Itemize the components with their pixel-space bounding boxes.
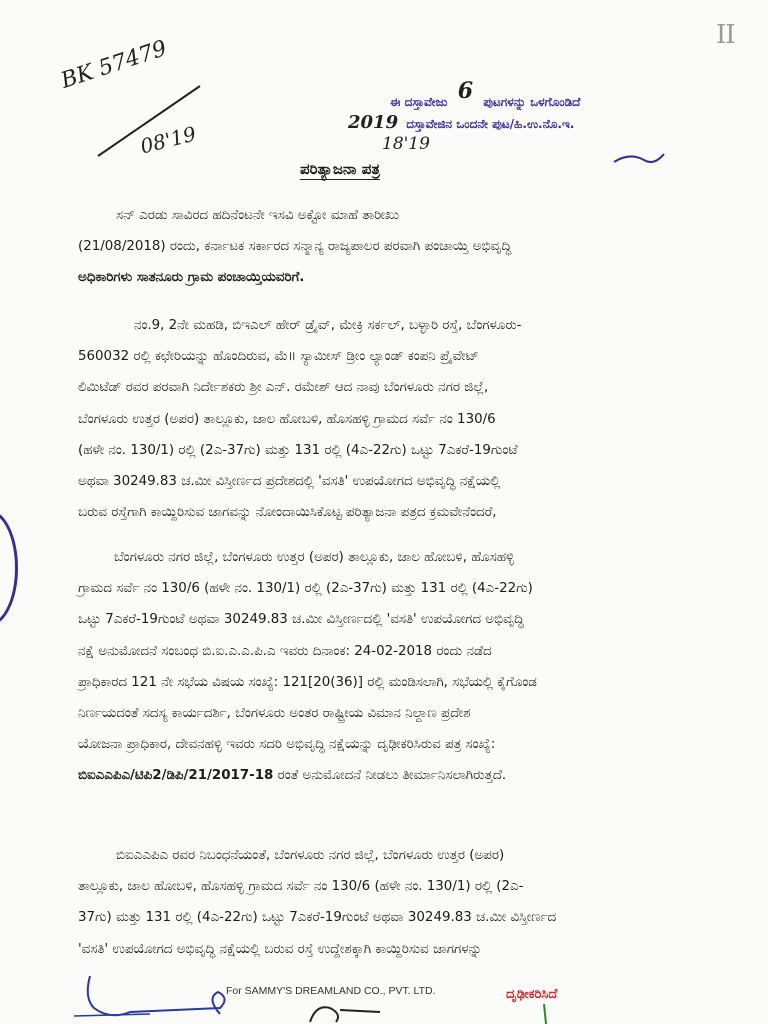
stamp-signature-mark — [610, 148, 670, 168]
para3-line: ಯೋಜನಾ ಪ್ರಾಧಿಕಾರ, ದೇವನಹಳ್ಳಿ ಇವರು ಸದರಿ ಅಭಿವೃದ್ಧಿ ನಕ್ಷೆಯನ್ನು ದೃಢೀಕರಿಸಿರುವ ಪತ್ರ ಸಂಖ್ಯೆ: — [78, 737, 496, 753]
para2-line: ಬರುವ ರಸ್ತೆಗಾಗಿ ಕಾಯ್ದಿರಿಸುವ ಜಾಗವನ್ನು ನೋಂದಾಯಿಸಿಕೊಟ್ಟ ಪರಿತ್ಯಾಜನಾ ಪತ್ರದ ಕ್ರಮವೇನೆಂದರೆ, — [78, 505, 497, 521]
para3-line: ಬೆಂಗಳೂರು ನಗರ ಜಿಲ್ಲೆ, ಬೆಂಗಳೂರು ಉತ್ತರ (ಅಪರ) ತಾಲ್ಲೂಕು, ಜಾಲ ಹೋಬಳಿ, ಹೊಸಹಳ್ಳಿ — [114, 550, 515, 565]
para2-line: ಅಥವಾ 30249.83 ಚ.ಮೀ ವಿಸ್ತೀರ್ಣದ ಪ್ರದೇಶದಲ್ಲಿ 'ವಸತಿ' ಉಪಯೋಗದ ಅಭಿವೃದ್ಧಿ ನಕ್ಷೆಯಲ್ಲಿ — [78, 474, 501, 490]
para4-line: 37ಗು) ಮತ್ತು 131 ರಲ್ಲಿ (4ಎ-22ಗು) ಒಟ್ಟು 7ಎಕರೆ-19ಗುಂಟೆ ಅಥವಾ 30249.83 ಚ.ಮೀ ವಿಸ್ತೀರ್ಣದ — [78, 910, 557, 926]
para3-line: ಪ್ರಾಧಿಕಾರದ 121 ನೇ ಸಭೆಯ ವಿಷಯ ಸಂಖ್ಯೆ: 121[20(36)] ರಲ್ಲಿ ಮಂಡಿಸಲಾಗಿ, ಸಭೆಯಲ್ಲಿ ಕೈಗೊಂಡ — [78, 674, 537, 690]
para1-line: ಸನ್ ಎರಡು ಸಾವಿರದ ಹದಿನೆಂಟನೇ ಇಸವಿ ಅಕ್ಟೋ ಮಾಹೆ ತಾರೀಖು — [116, 208, 400, 223]
para2-line: (ಹಳೇ ನಂ. 130/1) ರಲ್ಲಿ (2ಎ-37ಗು) ಮತ್ತು 131 ರಲ್ಲಿ (4ಎ-22ಗು) ಒಟ್ಟು 7ಎಕರೆ-19ಗುಂಟೆ — [78, 442, 518, 458]
para1-line: ಅಧಿಕಾರಿಗಳು ಸಾತನೂರು ಗ್ರಾಮ ಪಂಚಾಯ್ತಿಯವರಿಗೆ. — [78, 270, 305, 286]
handwritten-underline — [96, 80, 206, 160]
paragraph-intro — [78, 200, 676, 294]
handwritten-reference-number: BK 57479 — [58, 36, 170, 94]
para3-line: ಒಟ್ಟು 7ಎಕರೆ-19ಗುಂಟೆ ಅಥವಾ 30249.83 ಚ.ಮೀ ವಿಸ್ತೀರ್ಣದಲ್ಲಿ 'ವಸತಿ' ಉಪಯೋಗದ ಅಭಿವೃದ್ಧಿ — [78, 612, 524, 628]
attested-stamp: ದೃಢೀಕರಿಸಿದೆ — [506, 987, 558, 1002]
handwritten-page-count: 6 — [457, 78, 473, 104]
para3-line — [78, 760, 676, 791]
stamp-line2: ದಸ್ತಾವೇಜಿನ ಒಂದನೇ ಪುಟ/ಹಿ.ಉ.ನೊ.ಇ. — [406, 117, 575, 131]
para2-line: ನಂ.9, 2ನೇ ಮಹಡಿ, ಬಿಇಎಲ್ ಹೇರ್ ಡ್ರೈವ್, ಮೇಕ್ರಿ ಸರ್ಕಲ್, ಬಳ್ಳಾರಿ ರಸ್ತೆ, ಬೆಂಗಳೂರು- — [134, 318, 522, 333]
para2-line: ಲಿಮಿಟೆಡ್ ರವರ ಪರವಾಗಿ ನಿರ್ದೇಶಕರು ಶ್ರೀ ಎನ್. ರಮೇಶ್ ಆದ ನಾವು ಬೆಂಗಳೂರು ನಗರ ಜಿಲ್ಲೆ, — [78, 380, 489, 396]
para1-line: (21/08/2018) ರಂದು, ಕರ್ನಾಟಕ ಸರ್ಕಾರದ ಸನ್ಮಾನ್ಯ ರಾಜ್ಯಪಾಲರ ಪರವಾಗಿ ಪಂಚಾಯ್ತಿ ಅಭಿವೃದ್ಧಿ — [78, 239, 512, 255]
edge-seal — [0, 510, 18, 626]
approval-text: ರಂತೆ ಅನುಮೋದನೆ ನೀಡಲು ತೀರ್ಮಾನಿಸಲಾಗಿರುತ್ತದೆ. — [273, 768, 507, 784]
para2-line: 560032 ರಲ್ಲಿ ಕಛೇರಿಯನ್ನು ಹೊಂದಿರುವ, ಮೆ॥ ಸ್ಯಾಮೀಸ್ ಡ್ರೀಂ ಲ್ಯಾಂಡ್ ಕಂಪನಿ ಪ್ರೈವೇಟ್ — [78, 349, 479, 365]
para3-line: ನಿರ್ಣಯದಂತೆ ಸದಸ್ಯ ಕಾರ್ಯದರ್ಶಿ, ಬೆಂಗಳೂರು ಅಂತರ ರಾಷ್ಟ್ರೀಯ ವಿಮಾನ ನಿಲ್ದಾಣ ಪ್ರದೇಶ — [78, 706, 471, 722]
stamp-line1-suffix: ಪುಟಗಳನ್ನು ಒಳಗೊಂಡಿದೆ — [483, 95, 581, 109]
paragraph-party-details — [78, 310, 676, 528]
page-number-mark: II — [716, 20, 735, 50]
attest-mark — [530, 1004, 560, 1024]
first-page-stamp — [348, 112, 574, 133]
director-signature — [70, 968, 240, 1024]
para3-line: ನಕ್ಷೆ ಅನುಮೋದನೆ ಸಂಬಂಧ ಬಿ.ಐ.ಎ.ಎ.ಪಿ.ಎ ಇವರು ದಿನಾಂಕ: 24-02-2018 ರಂದು ನಡೆದ — [78, 643, 492, 659]
para4-line: 'ವಸತಿ' ಉಪಯೋಗದ ಅಭಿವೃದ್ಧಿ ನಕ್ಷೆಯಲ್ಲಿ ಬರುವ ರಸ್ತೆ ಉದ್ದೇಶಕ್ಕಾಗಿ ಕಾಯ್ದಿರಿಸುವ ಜಾಗಗಳನ್ನು — [78, 941, 482, 957]
company-seal-text: For SAMMY'S DREAMLAND CO., PVT. LTD. — [226, 985, 436, 997]
stamp-line1: ಈ ದಸ್ತಾವೇಜು — [390, 95, 448, 109]
handwritten-stamp-ref: 2019 — [348, 112, 399, 133]
paragraph-approval — [78, 542, 676, 792]
handwritten-reference-date: 08'19 — [137, 121, 199, 159]
page-count-stamp — [390, 78, 581, 112]
handwritten-stamp-date: 18'19 — [382, 134, 430, 154]
para2-line: ಬೆಂಗಳೂರು ಉತ್ತರ (ಅಪರ) ತಾಲ್ಲೂಕು, ಜಾಲ ಹೋಬಳಿ, ಹೊಸಹಳ್ಳಿ ಗ್ರಾಮದ ಸರ್ವೆ ನಂ 130/6 — [78, 411, 496, 427]
paragraph-conditions — [78, 840, 676, 965]
document-title: ಪರಿತ್ಯಾಜನಾ ಪತ್ರ — [300, 160, 380, 178]
para4-line: ಬಿಐಎಎಪಿಎ ರವರ ನಿಬಂಧನೆಯಂತೆ, ಬೆಂಗಳೂರು ನಗರ ಜಿಲ್ಲೆ, ಬೆಂಗಳೂರು ಉತ್ತರ (ಅಪರ) — [116, 848, 505, 863]
approval-reference: ಬಿಐಎಎಪಿಎ/ಟಿಪಿ2/ಡಿಪಿ/21/2017-18 — [78, 768, 274, 784]
company-signature — [300, 998, 390, 1024]
para3-line: ಗ್ರಾಮದ ಸರ್ವೆ ನಂ 130/6 (ಹಳೇ ನಂ. 130/1) ರಲ್ಲಿ (2ಎ-37ಗು) ಮತ್ತು 131 ರಲ್ಲಿ (4ಎ-22ಗು) — [78, 581, 533, 597]
para4-line: ತಾಲ್ಲೂಕು, ಜಾಲ ಹೋಬಳಿ, ಹೊಸಹಳ್ಳಿ ಗ್ರಾಮದ ಸರ್ವೆ ನಂ 130/6 (ಹಳೇ ನಂ. 130/1) ರಲ್ಲಿ (2ಎ- — [78, 879, 524, 895]
